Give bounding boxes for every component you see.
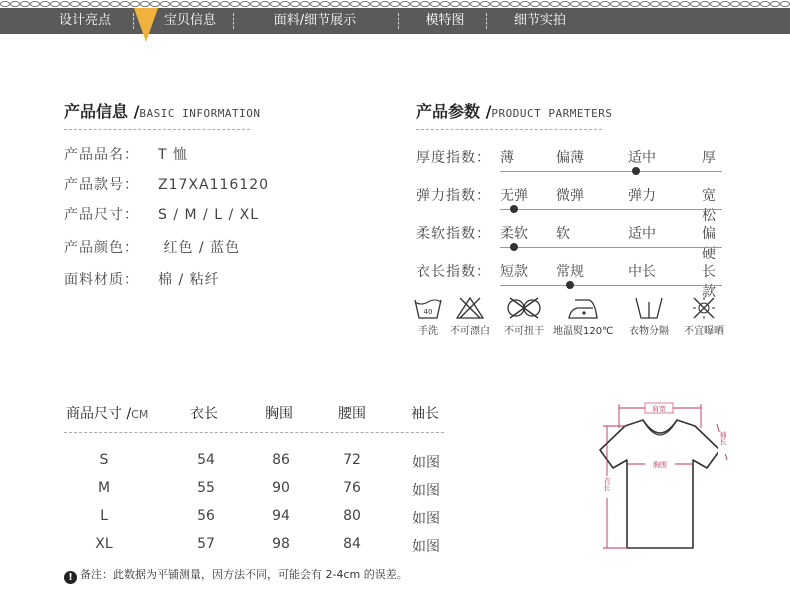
no-sun-dry-icon xyxy=(691,296,717,320)
measurement-note xyxy=(64,566,408,584)
info-value: 红色 / 蓝色 xyxy=(158,240,241,256)
care-separate-wash xyxy=(619,296,679,337)
tshirt-outline xyxy=(600,420,720,548)
care-label: 不可漂白 xyxy=(450,326,490,337)
param-row xyxy=(416,261,721,299)
nav-fabric-details[interactable]: 面料/细节展示 xyxy=(273,13,357,28)
length-label: 衣长 xyxy=(603,477,611,491)
nav-divider xyxy=(486,13,487,29)
size-header-cn: 商品尺寸 / xyxy=(66,406,132,422)
size-cell-value: 55 xyxy=(197,480,215,496)
param-indicator-dot xyxy=(510,205,518,213)
info-label: 产品颜色： xyxy=(64,240,139,256)
size-cell-value: 84 xyxy=(343,536,361,552)
size-cell-value: 如图 xyxy=(412,483,440,499)
params-title-cn: 产品参数 / xyxy=(416,102,492,121)
care-iron-low xyxy=(553,296,613,337)
basic-info-title-cn: 产品信息 / xyxy=(64,102,140,121)
param-row xyxy=(416,185,721,223)
info-row-size xyxy=(64,205,259,225)
nav-product-info[interactable]: 宝贝信息 xyxy=(163,13,216,28)
size-cell-value: 98 xyxy=(272,536,290,552)
basic-info-title-en: BASIC INFORMATION xyxy=(139,107,261,120)
size-table-header-label xyxy=(66,403,148,423)
size-cell-label: M xyxy=(97,480,111,496)
size-cell-value: 57 xyxy=(197,536,215,552)
param-option: 无弹 xyxy=(500,188,528,204)
param-label: 衣长指数： xyxy=(416,264,491,280)
param-option: 软 xyxy=(556,226,570,242)
active-nav-arrow-icon xyxy=(134,8,158,42)
param-option: 短款 xyxy=(500,264,528,280)
size-cell-value: 如图 xyxy=(412,455,440,471)
param-scale-line xyxy=(500,285,722,286)
no-wring-icon xyxy=(506,296,542,320)
param-option: 中长 xyxy=(628,264,656,280)
size-cell-label: XL xyxy=(95,536,113,552)
size-cell-value: 80 xyxy=(343,508,361,524)
iron-low-icon xyxy=(567,296,599,320)
param-option: 适中 xyxy=(628,226,656,242)
svg-text:40: 40 xyxy=(423,308,433,316)
separate-wash-icon xyxy=(633,296,665,320)
info-value: 棉 / 粘纤 xyxy=(158,272,220,288)
param-label: 弹力指数： xyxy=(416,188,491,204)
info-value: Z17XA116120 xyxy=(158,177,270,193)
info-value: S / M / L / XL xyxy=(158,207,260,223)
info-row-style-no xyxy=(64,175,269,195)
nav-detail-shots[interactable]: 细节实拍 xyxy=(513,13,566,28)
param-row xyxy=(416,147,721,185)
size-col-waist: 腰围 xyxy=(338,406,366,422)
size-cell-value: 如图 xyxy=(412,511,440,527)
size-table-divider xyxy=(64,432,444,433)
nav-design-highlights[interactable]: 设计亮点 xyxy=(58,13,111,28)
info-label: 产品款号： xyxy=(64,177,139,193)
size-col-chest: 胸围 xyxy=(265,406,293,422)
info-row-color xyxy=(64,238,240,258)
sleeve-label: 袖长 xyxy=(719,431,727,445)
param-option: 宽松 xyxy=(702,188,716,224)
info-label: 产品尺寸： xyxy=(64,207,139,223)
param-indicator-dot xyxy=(632,167,640,175)
care-no-sun-dry xyxy=(674,296,734,337)
nav-model-photos[interactable]: 模特图 xyxy=(425,13,465,28)
shoulder-label: 肩宽 xyxy=(652,405,666,413)
size-cell-value: 76 xyxy=(343,480,361,496)
param-indicator-dot xyxy=(566,281,574,289)
care-label: 地温熨120℃ xyxy=(553,326,614,337)
size-cell-value: 90 xyxy=(272,480,290,496)
param-scale-line xyxy=(500,209,722,210)
size-cell-value: 如图 xyxy=(412,539,440,555)
param-option: 弹力 xyxy=(628,188,656,204)
param-option: 适中 xyxy=(628,150,656,166)
param-scale-line xyxy=(500,247,722,248)
nav-divider xyxy=(233,13,234,29)
size-cell-value: 56 xyxy=(197,508,215,524)
care-label: 不宜曝晒 xyxy=(684,326,724,337)
care-no-bleach xyxy=(440,296,500,337)
param-option: 薄 xyxy=(500,150,514,166)
size-col-sleeve: 袖长 xyxy=(411,406,439,422)
care-no-wring xyxy=(494,296,554,337)
size-cell-value: 72 xyxy=(343,452,361,468)
param-label: 柔软指数： xyxy=(416,226,491,242)
section-nav-bar xyxy=(0,8,790,34)
care-label: 手洗 xyxy=(418,326,438,337)
chest-label: 胸围 xyxy=(653,461,667,469)
info-row-name xyxy=(64,145,188,165)
care-label: 不可扭干 xyxy=(504,326,544,337)
nav-divider xyxy=(398,13,399,29)
param-option: 常规 xyxy=(556,264,584,280)
exclamation-icon: ! xyxy=(64,571,77,584)
size-cell-label: L xyxy=(100,508,108,524)
param-option: 厚 xyxy=(702,150,716,166)
no-bleach-icon xyxy=(455,296,485,320)
size-cell-value: 86 xyxy=(272,452,290,468)
hand-wash-icon xyxy=(413,296,443,320)
info-row-material xyxy=(64,270,220,290)
params-divider xyxy=(416,129,602,130)
info-value: T 恤 xyxy=(158,147,189,163)
params-title xyxy=(416,99,613,122)
info-label: 产品品名： xyxy=(64,147,139,163)
param-row xyxy=(416,223,721,261)
size-cell-value: 94 xyxy=(272,508,290,524)
basic-info-divider xyxy=(64,129,250,130)
size-cell-label: S xyxy=(99,452,109,468)
param-label: 厚度指数： xyxy=(416,150,491,166)
param-option: 微弹 xyxy=(556,188,584,204)
tshirt-measurement-diagram xyxy=(585,398,735,558)
params-title-en: PRODUCT PARMETERS xyxy=(491,107,613,120)
param-option: 长款 xyxy=(702,264,716,300)
size-col-length: 衣长 xyxy=(190,406,218,422)
care-label: 衣物分隔 xyxy=(629,326,669,337)
size-header-unit: CM xyxy=(131,408,149,421)
param-option: 柔软 xyxy=(500,226,528,242)
basic-info-title xyxy=(64,99,261,122)
param-indicator-dot xyxy=(510,243,518,251)
param-option: 偏硬 xyxy=(702,226,716,262)
info-label: 面料材质： xyxy=(64,272,139,288)
top-chain-decoration xyxy=(0,0,790,8)
size-cell-value: 54 xyxy=(197,452,215,468)
param-scale-line xyxy=(500,171,722,172)
note-text: 备注：此数据为平铺测量，因方法不同，可能会有 2-4cm 的误差。 xyxy=(80,568,408,581)
param-option: 偏薄 xyxy=(556,150,584,166)
